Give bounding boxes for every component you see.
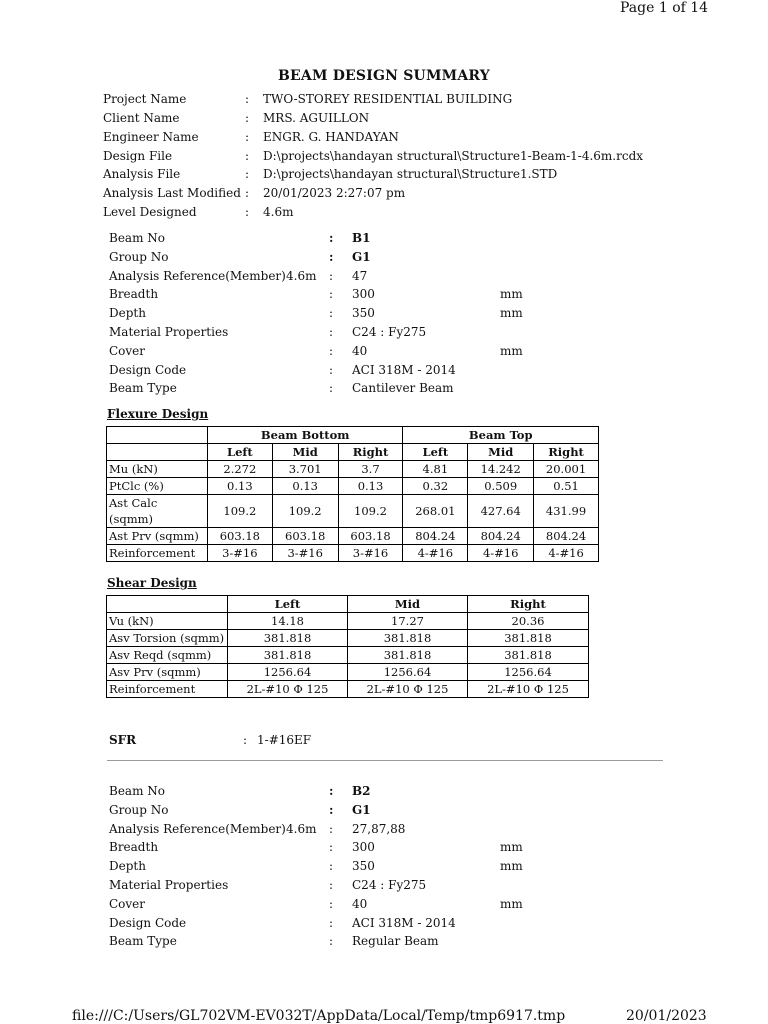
- property-row: [109, 269, 609, 287]
- row-label: Ast Calc (sqmm): [107, 495, 208, 528]
- table-cell: 2.272: [207, 461, 272, 478]
- property-value: B2: [352, 784, 371, 798]
- section-divider: [107, 760, 663, 761]
- property-row: [109, 934, 609, 952]
- table-row: [107, 528, 599, 545]
- field-value: ENGR. G. HANDAYAN: [263, 130, 399, 144]
- field-label: Analysis File: [103, 167, 181, 181]
- property-label: Analysis Reference(Member): [109, 821, 286, 836]
- property-unit: mm: [500, 343, 523, 358]
- separator: :: [329, 343, 334, 358]
- field-label: Project Name: [103, 92, 187, 106]
- table-row: [107, 461, 599, 478]
- property-row: [109, 822, 609, 840]
- table-cell: 109.2: [338, 495, 403, 528]
- table-row: [107, 647, 589, 664]
- property-value: 300: [352, 287, 375, 302]
- field-label: Level Designed: [103, 205, 197, 219]
- sfr-value: 1-#16EF: [257, 733, 312, 747]
- field-value: D:\projects\handayan structural\Structure1.STD: [263, 167, 558, 181]
- table-cell: 2L-#10 Φ 125: [348, 681, 468, 698]
- property-value: 40: [352, 896, 368, 911]
- table-row: [107, 664, 589, 681]
- table-cell: 381.818: [348, 647, 468, 664]
- table-cell: 804.24: [534, 528, 599, 545]
- table-cell: 1256.64: [228, 664, 348, 681]
- field-label: Analysis Last Modified: [103, 186, 241, 200]
- property-label: Beam No: [109, 231, 165, 245]
- table-cell: 14.18: [228, 613, 348, 630]
- property-value: Cantilever Beam: [352, 381, 454, 396]
- property-row: [109, 250, 609, 268]
- table-cell: 268.01: [403, 495, 468, 528]
- beam-bottom-header: Beam Bottom: [207, 427, 403, 444]
- property-label: Design Code: [109, 362, 187, 377]
- separator: :: [329, 896, 334, 911]
- table-cell: 603.18: [272, 528, 338, 545]
- table-cell: 3-#16: [338, 545, 403, 562]
- property-value: 27,87,88: [352, 821, 406, 836]
- separator: :: [245, 167, 250, 181]
- property-row: [109, 878, 609, 896]
- table-cell: 0.509: [468, 478, 534, 495]
- property-unit: mm: [500, 859, 523, 874]
- page-number: Page 1 of 14: [620, 0, 709, 16]
- table-cell: 0.13: [338, 478, 403, 495]
- property-value: Regular Beam: [352, 934, 439, 949]
- separator: :: [329, 231, 334, 245]
- table-cell: 1256.64: [468, 664, 589, 681]
- property-reference: 4.6m: [286, 268, 317, 283]
- separator: :: [329, 287, 334, 302]
- table-header-row: [107, 427, 599, 444]
- table-cell: 2L-#10 Φ 125: [228, 681, 348, 698]
- row-label: Ast Prv (sqmm): [107, 528, 208, 545]
- row-label: Mu (kN): [107, 461, 208, 478]
- property-label: Breadth: [109, 287, 159, 302]
- property-unit: mm: [500, 306, 523, 321]
- property-label: Beam Type: [109, 381, 177, 396]
- property-row: [109, 363, 609, 381]
- property-label: Beam No: [109, 784, 165, 798]
- row-label: Vu (kN): [107, 613, 228, 630]
- field-label: Client Name: [103, 111, 180, 125]
- property-value: 300: [352, 840, 375, 855]
- shear-table: [106, 595, 589, 698]
- table-row: [107, 630, 589, 647]
- shear-design-title: Shear Design: [107, 576, 197, 590]
- property-label: Group No: [109, 802, 169, 817]
- property-label: Depth: [109, 306, 146, 321]
- property-unit: mm: [500, 896, 523, 911]
- separator: :: [329, 325, 334, 339]
- separator: :: [329, 802, 334, 817]
- property-value: G1: [352, 802, 371, 817]
- table-cell: 3.7: [338, 461, 403, 478]
- property-label: Material Properties: [109, 878, 229, 892]
- row-label: Asv Torsion (sqmm): [107, 630, 228, 647]
- table-corner-cell: [107, 427, 208, 444]
- table-cell: 3-#16: [272, 545, 338, 562]
- table-row: [107, 495, 599, 528]
- table-cell: 4-#16: [403, 545, 468, 562]
- table-header-row: [107, 596, 589, 613]
- property-row: [109, 325, 609, 343]
- separator: :: [245, 130, 250, 144]
- table-cell: 603.18: [207, 528, 272, 545]
- page-title: BEAM DESIGN SUMMARY: [277, 68, 490, 84]
- table-cell: 14.242: [468, 461, 534, 478]
- row-label: Reinforcement: [107, 681, 228, 698]
- property-row: [109, 897, 609, 915]
- table-cell: 0.13: [272, 478, 338, 495]
- table-cell: 0.13: [207, 478, 272, 495]
- table-row: [107, 681, 589, 698]
- table-cell: 4.81: [403, 461, 468, 478]
- table-cell: 0.51: [534, 478, 599, 495]
- column-header: Left: [228, 596, 348, 613]
- table-cell: 109.2: [207, 495, 272, 528]
- property-value: 350: [352, 306, 375, 321]
- field-value: 20/01/2023 2:27:07 pm: [263, 186, 406, 200]
- separator: :: [329, 859, 334, 874]
- property-row: [109, 916, 609, 934]
- column-header: Right: [534, 444, 599, 461]
- separator: :: [329, 362, 334, 377]
- property-value: B1: [352, 231, 371, 245]
- table-corner-cell: [107, 444, 208, 461]
- property-value: G1: [352, 249, 371, 264]
- table-cell: 20.001: [534, 461, 599, 478]
- property-value: ACI 318M - 2014: [352, 362, 456, 377]
- footer-file-path: file:///C:/Users/GL702VM-EV032T/AppData/Local/Temp/tmp6917.tmp: [72, 1008, 566, 1024]
- table-cell: 0.32: [403, 478, 468, 495]
- property-label: Analysis Reference(Member): [109, 268, 286, 283]
- table-cell: 20.36: [468, 613, 589, 630]
- column-header: Mid: [348, 596, 468, 613]
- separator: :: [243, 733, 248, 747]
- field-label: Design File: [103, 149, 173, 163]
- column-header: Left: [403, 444, 468, 461]
- row-label: Asv Prv (sqmm): [107, 664, 228, 681]
- field-label: Engineer Name: [103, 130, 199, 144]
- table-cell: 381.818: [468, 630, 589, 647]
- table-row: [107, 545, 599, 562]
- field-value: 4.6m: [263, 205, 294, 219]
- property-label: Cover: [109, 343, 146, 358]
- row-label: Asv Reqd (sqmm): [107, 647, 228, 664]
- footer-date: 20/01/2023: [626, 1008, 707, 1024]
- table-cell: 603.18: [338, 528, 403, 545]
- table-cell: 381.818: [228, 647, 348, 664]
- column-header: Mid: [272, 444, 338, 461]
- property-reference: 4.6m: [286, 821, 317, 836]
- property-value: 350: [352, 859, 375, 874]
- separator: :: [245, 186, 250, 200]
- property-value: C24 : Fy275: [352, 325, 427, 339]
- separator: :: [329, 821, 334, 836]
- property-row: [109, 231, 609, 249]
- table-cell: 4-#16: [534, 545, 599, 562]
- table-cell: 3.701: [272, 461, 338, 478]
- separator: :: [329, 249, 334, 264]
- table-cell: 17.27: [348, 613, 468, 630]
- table-cell: 4-#16: [468, 545, 534, 562]
- separator: :: [329, 268, 334, 283]
- property-label: Cover: [109, 896, 146, 911]
- property-value: 47: [352, 268, 368, 283]
- property-label: Group No: [109, 249, 169, 264]
- property-label: Depth: [109, 859, 146, 874]
- sfr-label: SFR: [109, 733, 137, 747]
- table-cell: 427.64: [468, 495, 534, 528]
- table-cell: 2L-#10 Φ 125: [468, 681, 589, 698]
- row-label: PtClc (%): [107, 478, 208, 495]
- table-subheader-row: [107, 444, 599, 461]
- separator: :: [329, 915, 334, 930]
- separator: :: [245, 92, 250, 106]
- table-cell: 381.818: [468, 647, 589, 664]
- separator: :: [329, 934, 334, 949]
- property-row: [109, 840, 609, 858]
- property-row: [109, 306, 609, 324]
- table-corner-cell: [107, 596, 228, 613]
- property-row: [109, 784, 609, 802]
- separator: :: [329, 840, 334, 855]
- column-header: Left: [207, 444, 272, 461]
- table-row: [107, 478, 599, 495]
- separator: :: [329, 878, 334, 892]
- row-label: Reinforcement: [107, 545, 208, 562]
- field-value: MRS. AGUILLON: [263, 111, 370, 125]
- property-value: C24 : Fy275: [352, 878, 427, 892]
- separator: :: [245, 149, 250, 163]
- column-header: Right: [468, 596, 589, 613]
- column-header: Mid: [468, 444, 534, 461]
- property-unit: mm: [500, 287, 523, 302]
- flexure-design-title: Flexure Design: [107, 407, 209, 421]
- table-cell: 804.24: [403, 528, 468, 545]
- table-cell: 804.24: [468, 528, 534, 545]
- table-cell: 109.2: [272, 495, 338, 528]
- separator: :: [245, 111, 250, 125]
- property-value: ACI 318M - 2014: [352, 915, 456, 930]
- beam-top-header: Beam Top: [403, 427, 599, 444]
- flexure-table: [106, 426, 599, 562]
- property-label: Beam Type: [109, 934, 177, 949]
- table-cell: 3-#16: [207, 545, 272, 562]
- property-value: 40: [352, 343, 368, 358]
- property-row: [109, 287, 609, 305]
- property-unit: mm: [500, 840, 523, 855]
- column-header: Right: [338, 444, 403, 461]
- property-label: Breadth: [109, 840, 159, 855]
- table-cell: 381.818: [348, 630, 468, 647]
- separator: :: [245, 205, 250, 219]
- separator: :: [329, 306, 334, 321]
- property-row: [109, 344, 609, 362]
- separator: :: [329, 381, 334, 396]
- table-cell: 431.99: [534, 495, 599, 528]
- property-label: Material Properties: [109, 325, 229, 339]
- table-cell: 1256.64: [348, 664, 468, 681]
- property-row: [109, 803, 609, 821]
- field-value: TWO-STOREY RESIDENTIAL BUILDING: [263, 92, 513, 106]
- table-row: [107, 613, 589, 630]
- table-cell: 381.818: [228, 630, 348, 647]
- property-label: Design Code: [109, 915, 187, 930]
- separator: :: [329, 784, 334, 798]
- field-value: D:\projects\handayan structural\Structure1-Beam-1-4.6m.rcdx: [263, 149, 644, 163]
- property-row: [109, 381, 609, 399]
- property-row: [109, 859, 609, 877]
